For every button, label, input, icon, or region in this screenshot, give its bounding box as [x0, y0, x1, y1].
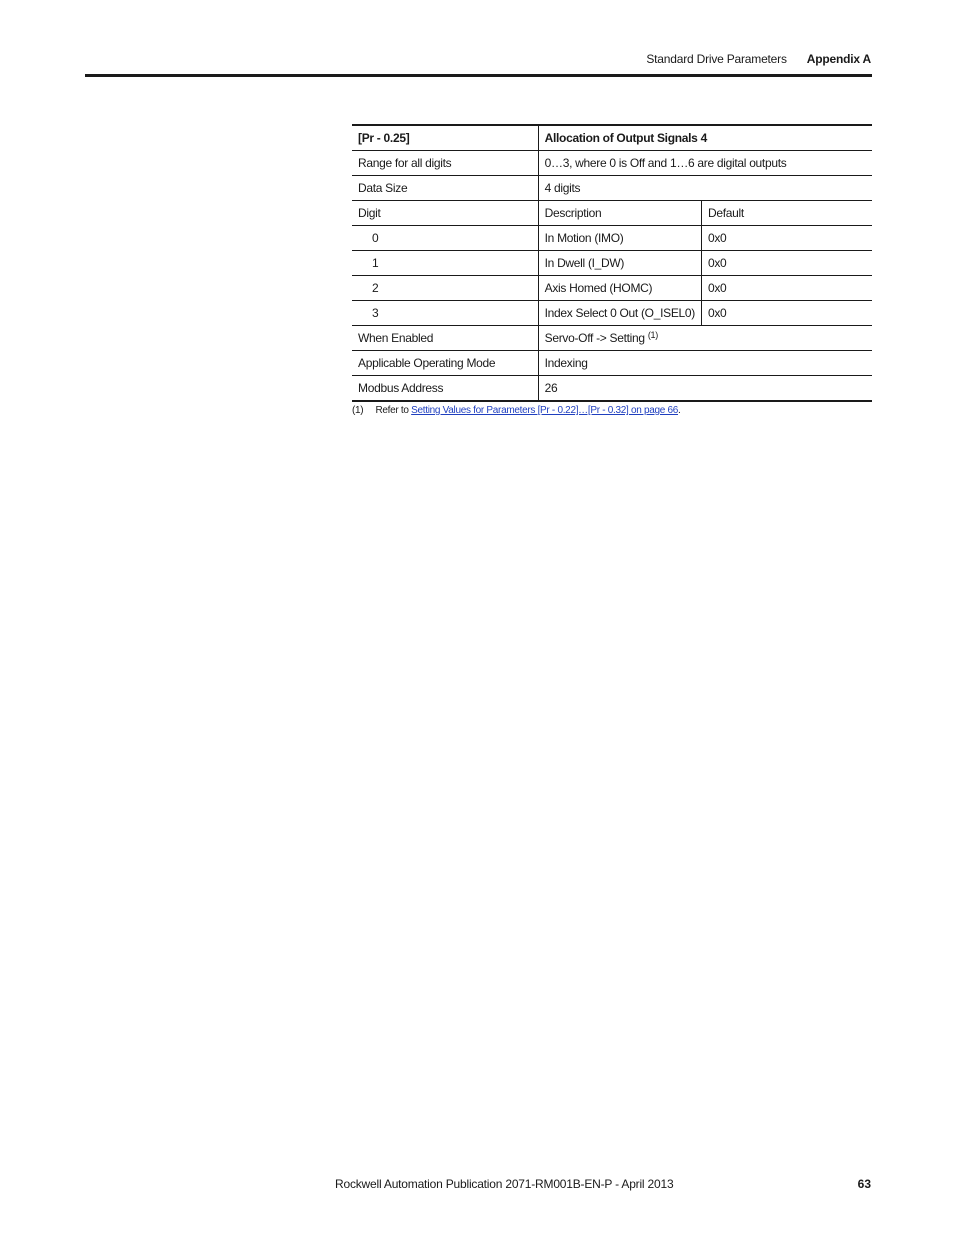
param-id: [Pr - 0.25]: [352, 125, 538, 151]
footnote-suffix: .: [678, 405, 681, 416]
size-label: Data Size: [352, 176, 538, 201]
description-cell: In Dwell (I_DW): [538, 251, 701, 276]
table-header-row: [352, 125, 872, 151]
footnote-reference: (1): [647, 330, 658, 340]
section-title: Standard Drive Parameters: [646, 52, 787, 66]
enabled-label: When Enabled: [352, 326, 538, 351]
modbus-value: 26: [538, 376, 872, 402]
digit-cell: 2: [352, 276, 538, 301]
table-row: [352, 201, 872, 226]
digit-cell: 3: [352, 301, 538, 326]
table-row: [352, 276, 872, 301]
table-row: [352, 226, 872, 251]
table-row: [352, 376, 872, 402]
footnote-prefix: Refer to: [375, 405, 409, 416]
page-number: 63: [857, 1177, 871, 1191]
table-row: [352, 351, 872, 376]
description-header: Description: [538, 201, 701, 226]
range-value: 0…3, where 0 is Off and 1…6 are digital outputs: [538, 151, 872, 176]
table-row: [352, 151, 872, 176]
digit-cell: 1: [352, 251, 538, 276]
parameter-table: [352, 124, 872, 402]
mode-value: Indexing: [538, 351, 872, 376]
table-row: [352, 326, 872, 351]
description-cell: In Motion (IMO): [538, 226, 701, 251]
digit-header: Digit: [352, 201, 538, 226]
table-row: [352, 301, 872, 326]
footnote-marker: (1): [352, 405, 364, 416]
default-cell: 0x0: [701, 276, 872, 301]
running-header: [646, 52, 871, 66]
size-value: 4 digits: [538, 176, 872, 201]
header-rule: [85, 74, 872, 77]
digit-cell: 0: [352, 226, 538, 251]
modbus-label: Modbus Address: [352, 376, 538, 402]
publication-footer: Rockwell Automation Publication 2071-RM001B-EN-P - April 2013: [335, 1177, 674, 1191]
param-name: Allocation of Output Signals 4: [538, 125, 872, 151]
default-cell: 0x0: [701, 301, 872, 326]
footnote-link[interactable]: Setting Values for Parameters [Pr - 0.22]…[Pr - 0.32] on page 66: [411, 405, 679, 416]
default-cell: 0x0: [701, 251, 872, 276]
description-cell: Index Select 0 Out (O_ISEL0): [538, 301, 701, 326]
description-cell: Axis Homed (HOMC): [538, 276, 701, 301]
range-label: Range for all digits: [352, 151, 538, 176]
default-header: Default: [701, 201, 872, 226]
enabled-value-cell: [538, 326, 872, 351]
footnote: [352, 405, 681, 416]
mode-label: Applicable Operating Mode: [352, 351, 538, 376]
chapter-title: Appendix A: [806, 52, 871, 66]
table-row: [352, 176, 872, 201]
table-row: [352, 251, 872, 276]
default-cell: 0x0: [701, 226, 872, 251]
enabled-value: Servo-Off -> Setting: [544, 331, 645, 345]
